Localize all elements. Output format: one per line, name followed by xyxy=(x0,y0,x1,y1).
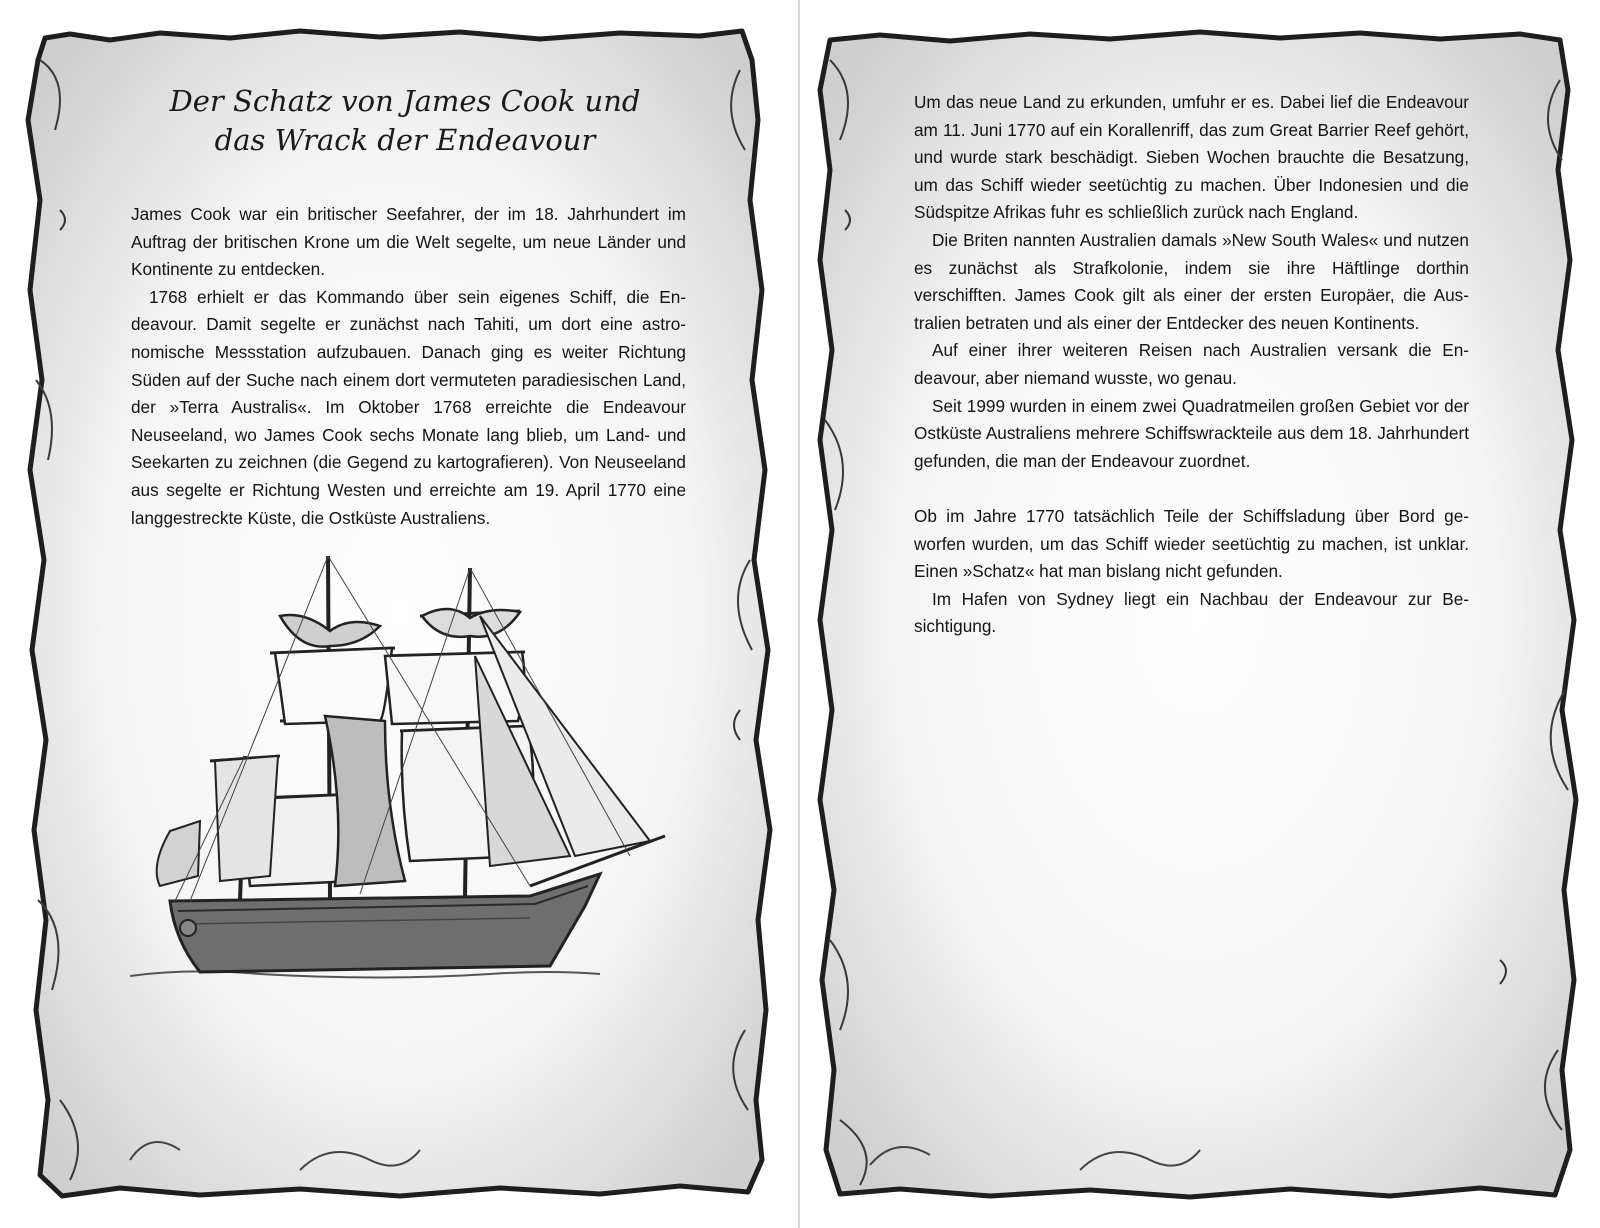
page-title xyxy=(120,82,690,160)
left-page xyxy=(0,0,798,1228)
paragraph: Ob im Jahre 1770 tatsächlich Teile der Schiffsladung über Bord geworfen wurden, um das Schiff wieder seetüchtig zu machen, ist unklar. Einen »Schatz« hat man bislang nicht gefunden. xyxy=(914,505,1469,582)
paragraph: 1768 erhielt er das Kommando über sein eigenes Schiff, die Endeavour. Damit segelte er zunächst nach Tahiti, um dort eine astronomische Messstation aufzubauen. Danach ging es weiter Richtung Süden auf der Suche nach einem dort vermuteten paradiesischen Land, der »Terra Australis«. Im Oktober 1768 erreichte die Endeavour Neuseeland, wo James Cook sechs Monate lang blieb, um Land- und Seekarten zu zeichnen (die Gegend zu kartografieren). Von Neuseeland aus segelte er Richtung Westen und erreichte am 19. April 1770 eine langgestreckte Küste, die Ostküste Australiens. xyxy=(131,286,686,528)
paragraph: Um das neue Land zu erkunden, umfuhr er es. Dabei lief die Endeavour am 11. Juni 1770 auf ein Korallenriff, das zum Great Barrier Reef gehört, und wurde stark beschädigt. Sieben Wochen brauchte die Besatzung, um das Schiff wieder seetüchtig zu machen. Über Indonesien und die Südspitze Afrikas fuhr es schließlich zurück nach England. xyxy=(914,92,1469,223)
right-page xyxy=(800,0,1598,1228)
right-body-text xyxy=(914,89,1469,641)
paragraph: Auf einer ihrer weiteren Reisen nach Australien versank die Endeavour, aber niemand wusste, wo genau. xyxy=(914,340,1469,388)
paragraph: Im Hafen von Sydney liegt ein Nachbau der Endeavour zur Besichtigung. xyxy=(914,588,1469,637)
paragraph: James Cook war ein britischer Seefahrer, der im 18. Jahrhundert im Auftrag der britischen Krone um die Welt segelte, um neue Länder und Kontinente zu entdecken. xyxy=(131,204,686,280)
paragraph: Seit 1999 wurden in einem zwei Quadratmeilen großen Gebiet vor der Ostküste Australiens mehrere Schiffswrackteile aus dem 18. Jahrhundert gefunden, die man der Endeavour zuordnet. xyxy=(914,395,1469,471)
sailing-ship-illustration xyxy=(130,556,685,1006)
title-line-1: Der Schatz von James Cook und xyxy=(169,84,641,118)
title-line-2: das Wrack der Endeavour xyxy=(214,123,596,157)
left-body-text xyxy=(131,201,686,532)
paragraph: Die Briten nannten Australien damals »New South Wales« und nutzen es zunächst als Strafkolonie, indem sie ihre Häftlinge dorthin verschifften. James Cook gilt als einer der ersten Europäer, die Australien betraten und als einer der Entdecker des neuen Kontinents. xyxy=(914,229,1469,333)
